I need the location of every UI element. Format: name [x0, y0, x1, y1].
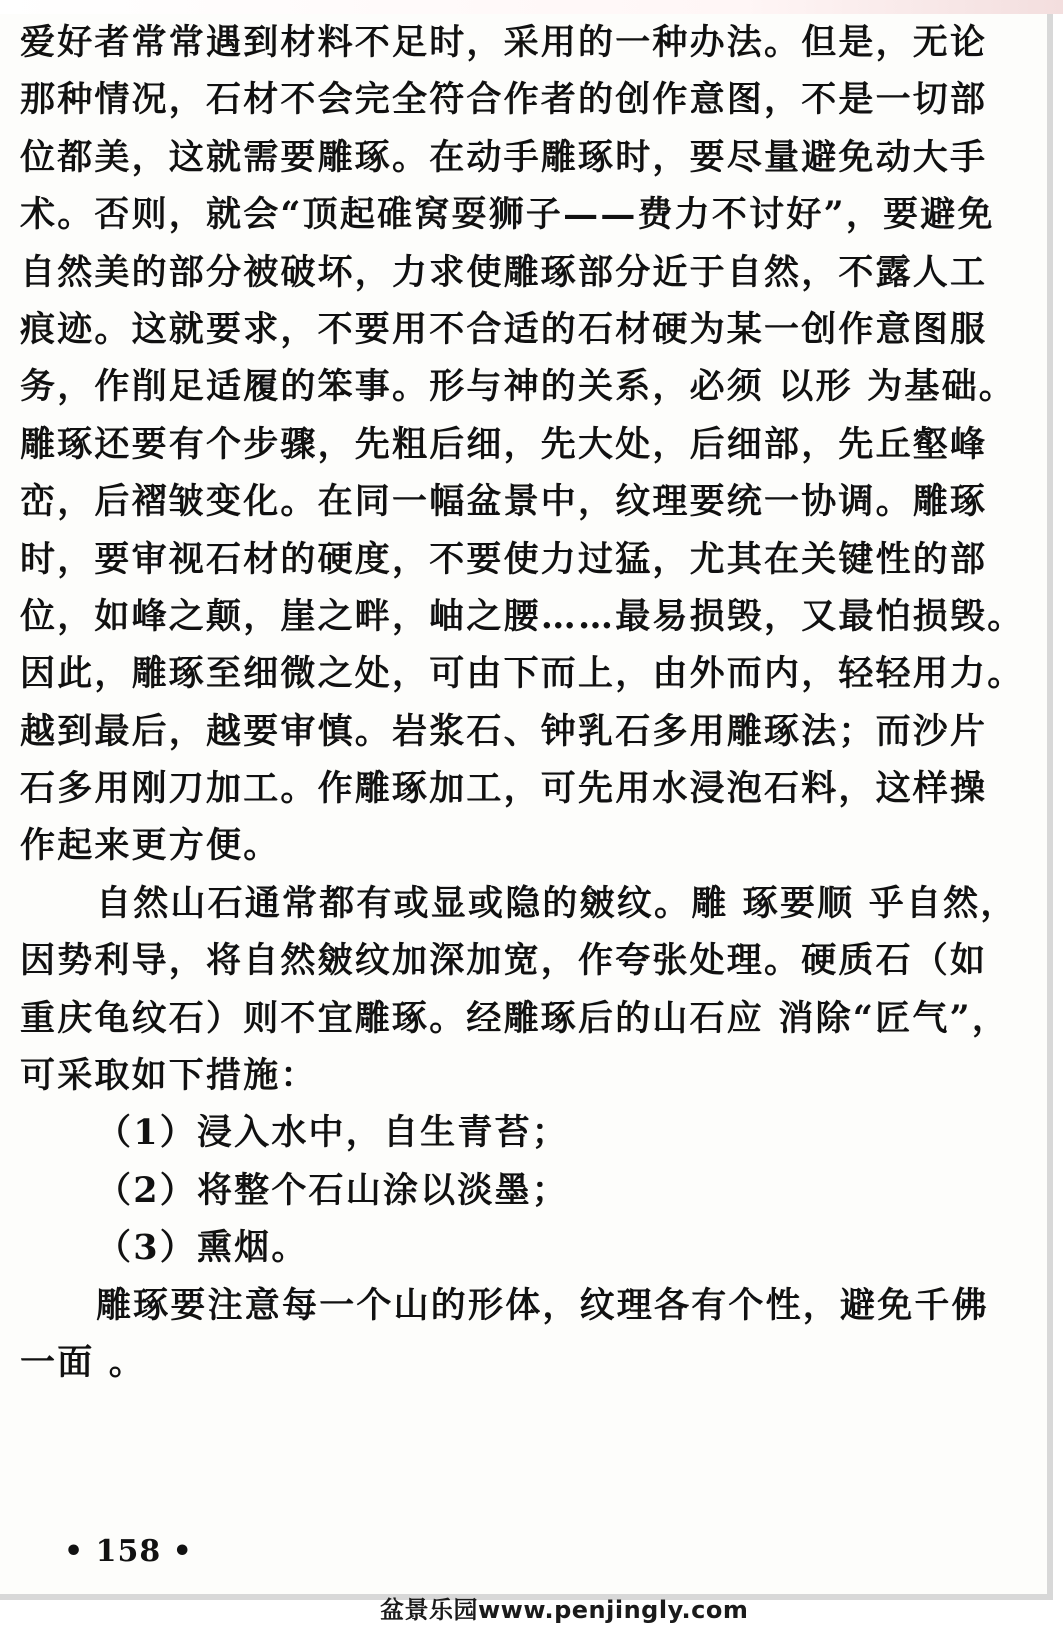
text-line: 痕迹。这就要求，不要用不合适的石材硬为某一创作意图服 — [20, 308, 988, 350]
list-item: （1）浸入水中，自生青苔； — [96, 1112, 569, 1154]
text-line: 位都美，这就需要雕琢。在动手雕琢时，要尽量避免动大手 — [20, 136, 988, 178]
text-line: 因此，雕琢至细微之处，可由下而上，由外而内，轻轻用力。 — [20, 653, 1025, 695]
text-line: 那种情况，石材不会完全符合作者的创作意图，不是一切部 — [20, 79, 988, 121]
text-line: 一面 。 — [20, 1341, 146, 1383]
text-line: 术。否则，就会“顶起碓窝耍狮子——费力不讨好”，要避免 — [20, 194, 995, 236]
text-line: 可采取如下措施： — [20, 1055, 318, 1097]
body-text — [20, 14, 1032, 1391]
text-line-paragraph-start: 自然山石通常都有或显或隐的皴纹。雕 琢要顺 乎自然， — [96, 882, 1018, 924]
list-item: （3）熏烟。 — [96, 1227, 309, 1269]
text-line: 因势利导，将自然皴纹加深加宽，作夸张处理。硬质石（如 — [20, 940, 988, 982]
text-line: 务，作削足适履的笨事。形与神的关系，必须 以形 为基础。 — [20, 366, 1016, 408]
text-line: 重庆龟纹石）则不宜雕琢。经雕琢后的山石应 消除“匠气”， — [20, 997, 1010, 1039]
text-line: 越到最后，越要审慎。岩浆石、钟乳石多用雕琢法；而沙片 — [20, 710, 988, 752]
text-line: 作起来更方便。 — [20, 825, 281, 867]
page-number: • 158 • — [64, 1534, 193, 1569]
text-line: 雕琢还要有个步骤，先粗后细，先大处，后细部，先丘壑峰 — [20, 423, 988, 465]
text-line: 位，如峰之颠，崖之畔，岫之腰……最易损毁，又最怕损毁。 — [20, 595, 1025, 637]
text-line: 自然美的部分被破坏，力求使雕琢部分近于自然，不露人工 — [20, 251, 988, 293]
text-line: 时，要审视石材的硬度，不要使力过猛，尤其在关键性的部 — [20, 538, 988, 580]
site-watermark: 盆景乐园www.penjingly.com — [380, 1596, 749, 1624]
text-line: 石多用刚刀加工。作雕琢加工，可先用水浸泡石料，这样操 — [20, 768, 988, 810]
list-item: （2）将整个石山涂以淡墨； — [96, 1169, 569, 1211]
text-line: 爱好者常常遇到材料不足时，采用的一种办法。但是，无论 — [20, 22, 988, 63]
top-edge-strip — [0, 0, 1063, 14]
text-line: 峦，后褶皱变化。在同一幅盆景中，纹理要统一协调。雕琢 — [20, 481, 988, 523]
text-line-paragraph-start: 雕琢要注意每一个山的形体，纹理各有个性，避免千佛 — [96, 1284, 989, 1326]
